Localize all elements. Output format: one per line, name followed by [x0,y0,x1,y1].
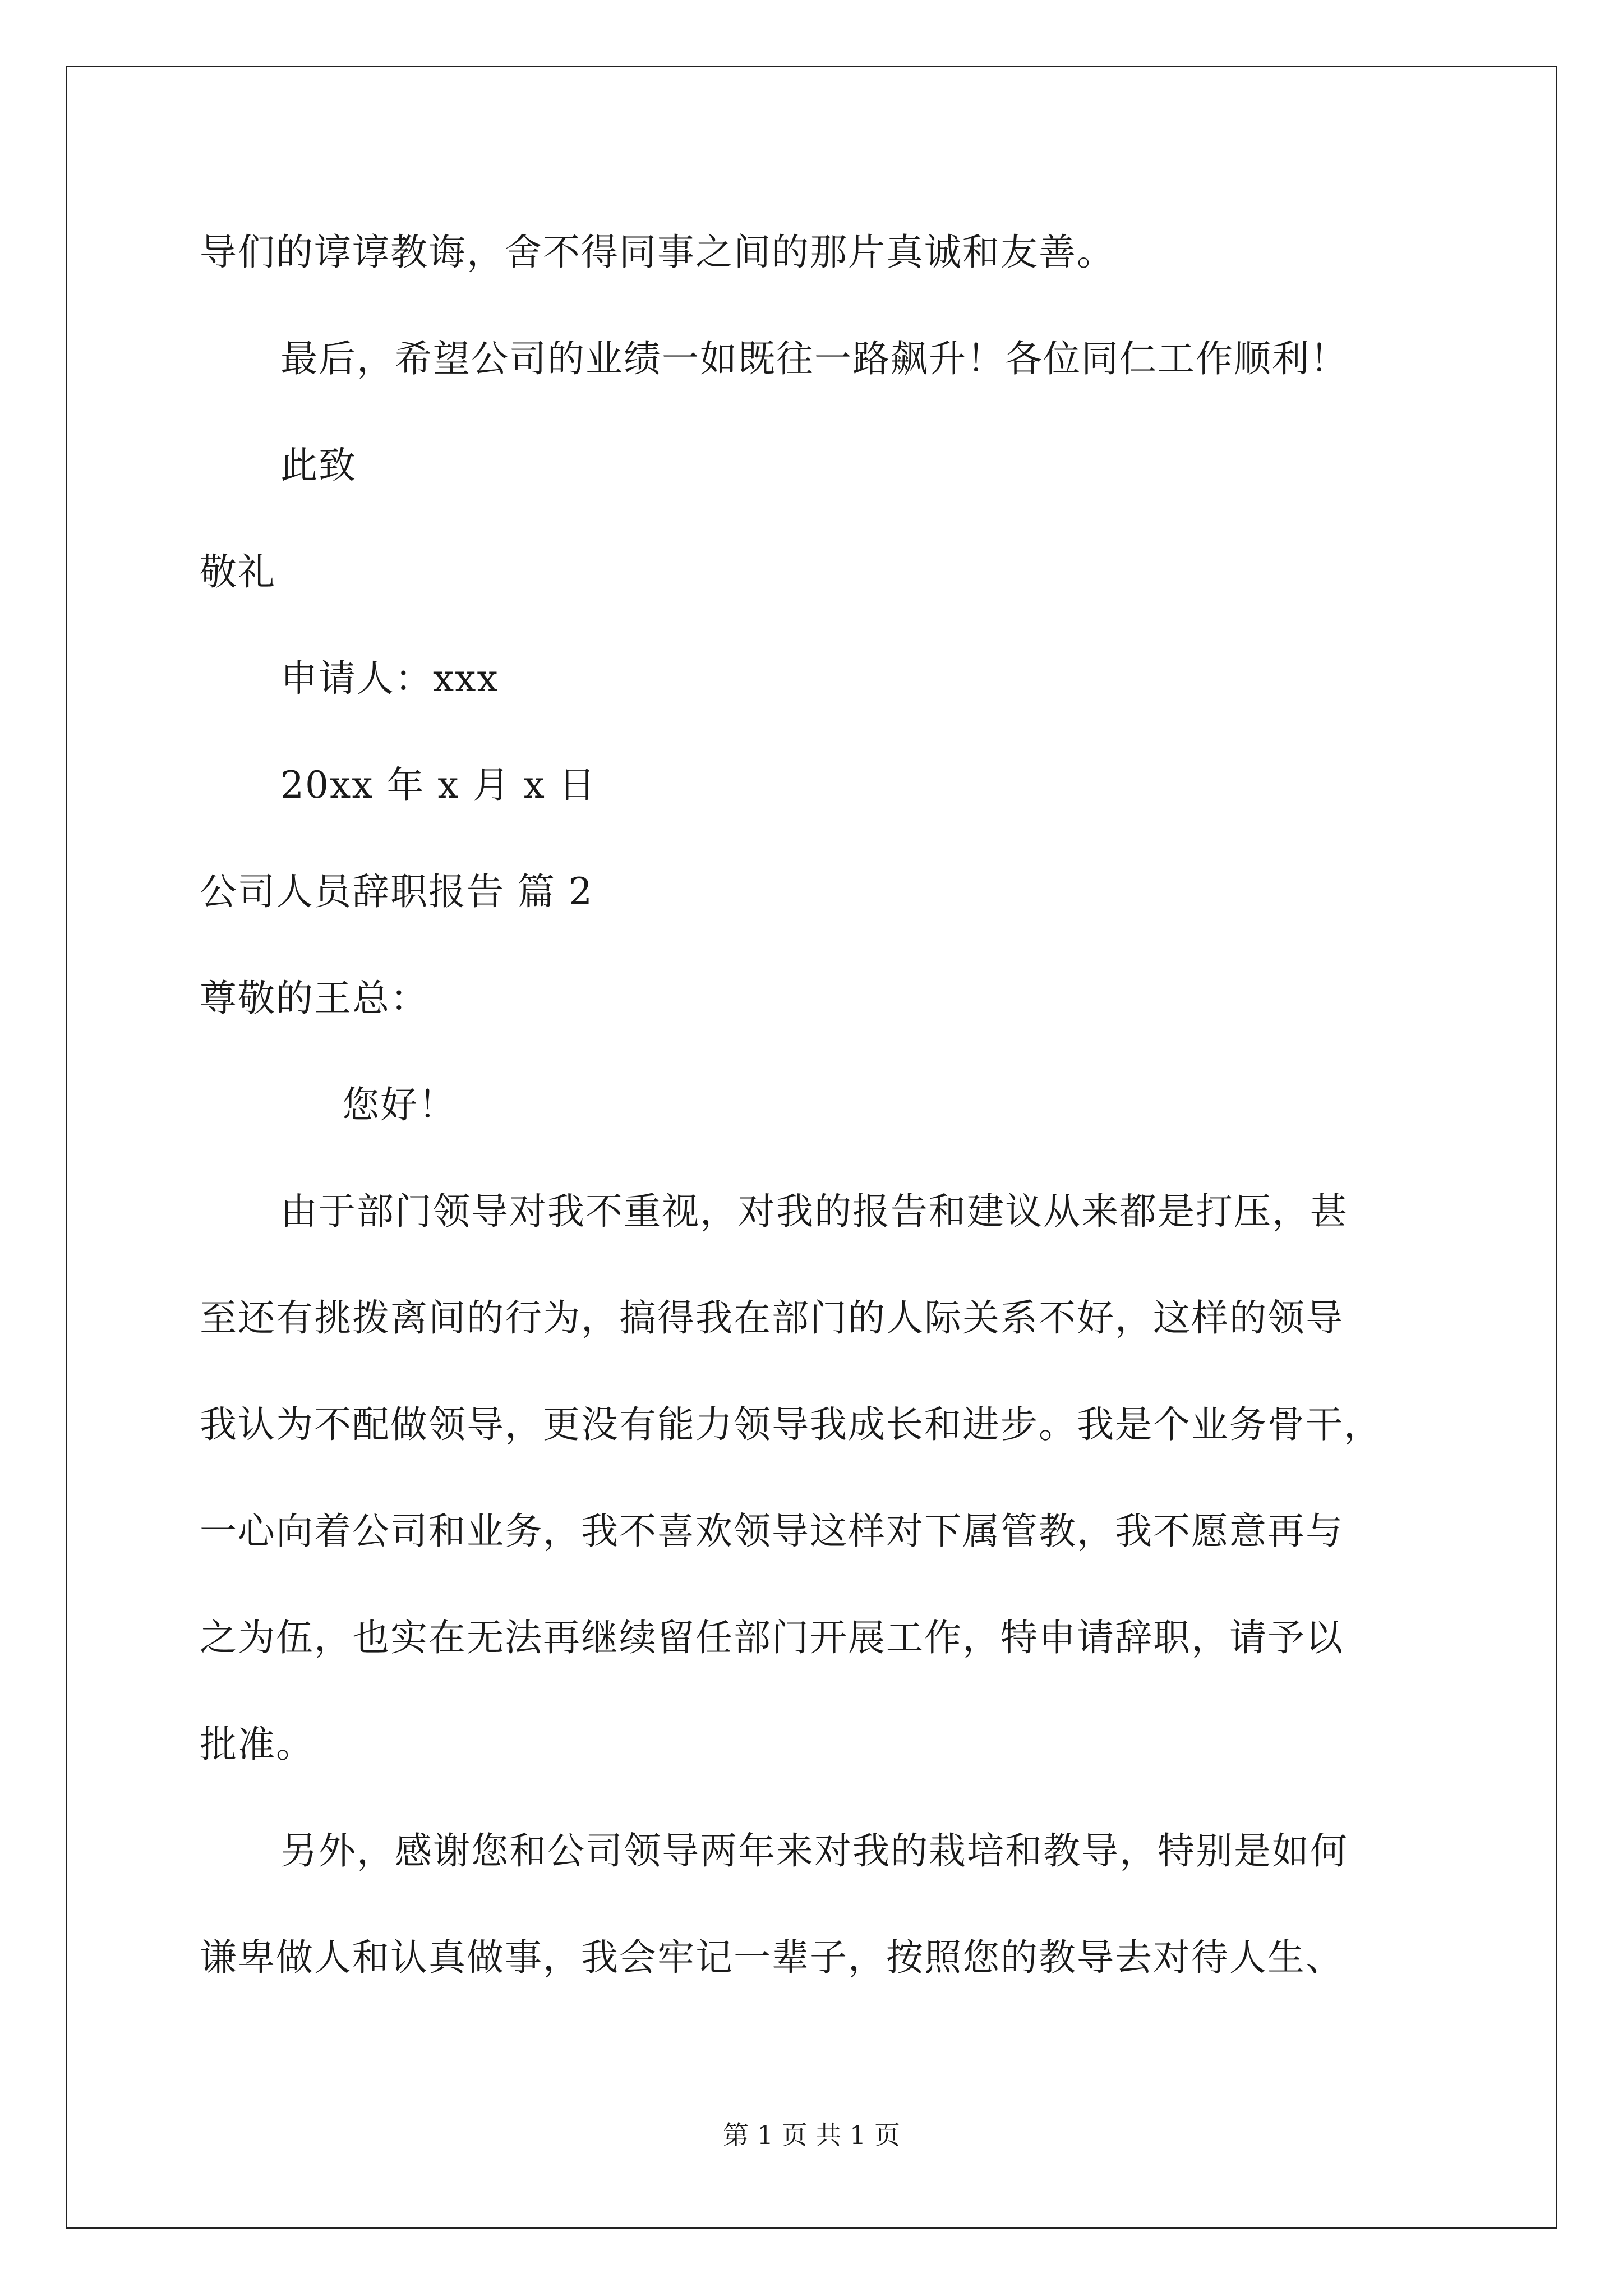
text-line: 导们的谆谆教诲，舍不得同事之间的那片真诚和友善。 [200,231,1115,274]
text-line: 至还有挑拨离间的行为，搞得我在部门的人际关系不好，这样的领导 [200,1296,1344,1340]
text-line: 谦卑做人和认真做事，我会牢记一辈子，按照您的教导去对待人生、 [200,1936,1344,1979]
text-line: 我认为不配做领导，更没有能力领导我成长和进步。我是个业务骨干， [200,1403,1382,1446]
applicant-signature: 申请人：xxx [280,657,499,700]
text-line: 一心向着公司和业务，我不喜欢领导这样对下属管教，我不愿意再与 [200,1510,1344,1553]
section-heading: 公司人员辞职报告 篇 2 [200,870,593,913]
addressee: 尊敬的王总： [200,977,428,1020]
closing-regards: 敬礼 [200,550,276,593]
page-number-footer: 第 1 页 共 1 页 [723,2120,900,2150]
date-line: 20xx 年 x 月 x 日 [280,763,597,807]
greeting: 您好！ [342,1083,457,1126]
text-line: 之为伍，也实在无法再继续留任部门开展工作，特申请辞职，请予以 [200,1616,1344,1659]
closing-salutation: 此致 [280,444,357,487]
text-line: 批准。 [200,1723,314,1766]
text-line: 另外，感谢您和公司领导两年来对我的栽培和教导，特别是如何 [280,1829,1348,1872]
page-border [66,66,1557,2229]
text-line: 由于部门领导对我不重视，对我的报告和建议从来都是打压，甚 [280,1190,1348,1233]
text-line: 最后，希望公司的业绩一如既往一路飙升！各位同仁工作顺利！ [280,337,1348,380]
